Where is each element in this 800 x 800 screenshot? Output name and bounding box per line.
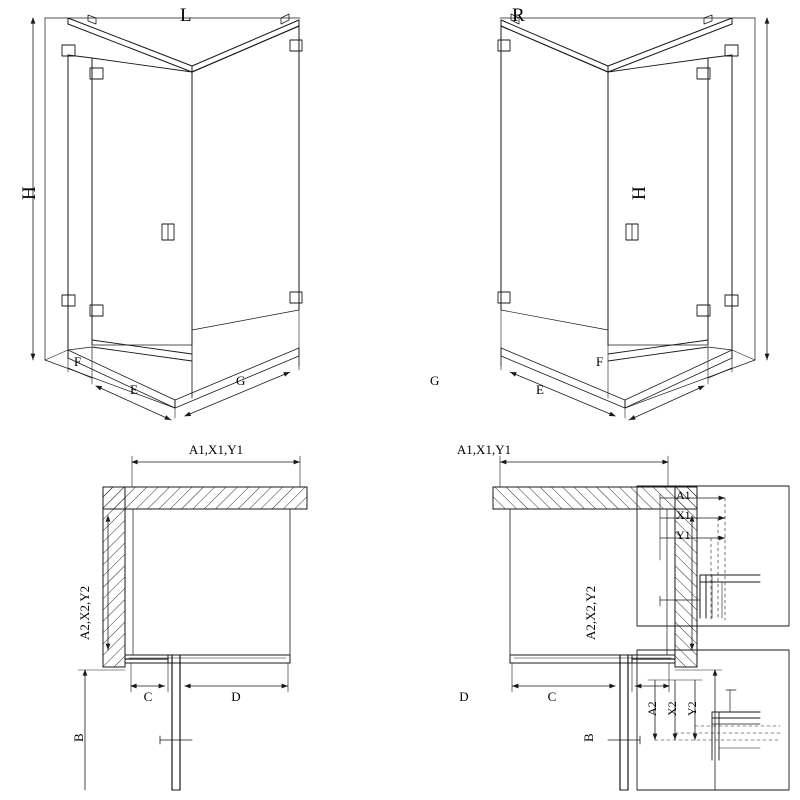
label-detail-a1: A1 — [676, 488, 691, 502]
view-top-right — [498, 14, 767, 420]
label-detail-x1: X1 — [676, 508, 691, 522]
label-detail-y1: Y1 — [676, 528, 691, 542]
label-a2x2y2-right: A2,X2,Y2 — [583, 585, 598, 640]
label-a2x2y2-left: A2,X2,Y2 — [77, 585, 92, 640]
view-plan-left — [78, 456, 307, 790]
label-d-left: D — [231, 689, 241, 704]
label-g-right: G — [430, 373, 440, 388]
label-f-right: F — [596, 354, 604, 369]
label-a1x1y1-left: A1,X1,Y1 — [188, 442, 244, 457]
label-c-left: C — [143, 689, 153, 704]
label-g-left: G — [236, 373, 246, 388]
label-b-left: B — [71, 733, 86, 742]
label-e-right: E — [536, 382, 544, 397]
label-b-right: B — [581, 733, 596, 742]
detail-upper — [637, 486, 789, 626]
label-f-left: F — [74, 354, 82, 369]
label-detail-a2: A2 — [645, 701, 659, 716]
label-detail-x2: X2 — [665, 701, 679, 716]
label-detail-y2: Y2 — [685, 701, 699, 716]
label-height-left: H — [19, 186, 40, 200]
detail-lower — [637, 650, 789, 790]
label-view-right: R — [512, 5, 525, 26]
label-height-right: H — [629, 186, 650, 200]
label-view-left: L — [180, 5, 192, 26]
label-a1x1y1-right: A1,X1,Y1 — [456, 442, 512, 457]
label-e-left: E — [130, 382, 138, 397]
label-d-right: D — [459, 689, 469, 704]
label-c-right: C — [547, 689, 557, 704]
